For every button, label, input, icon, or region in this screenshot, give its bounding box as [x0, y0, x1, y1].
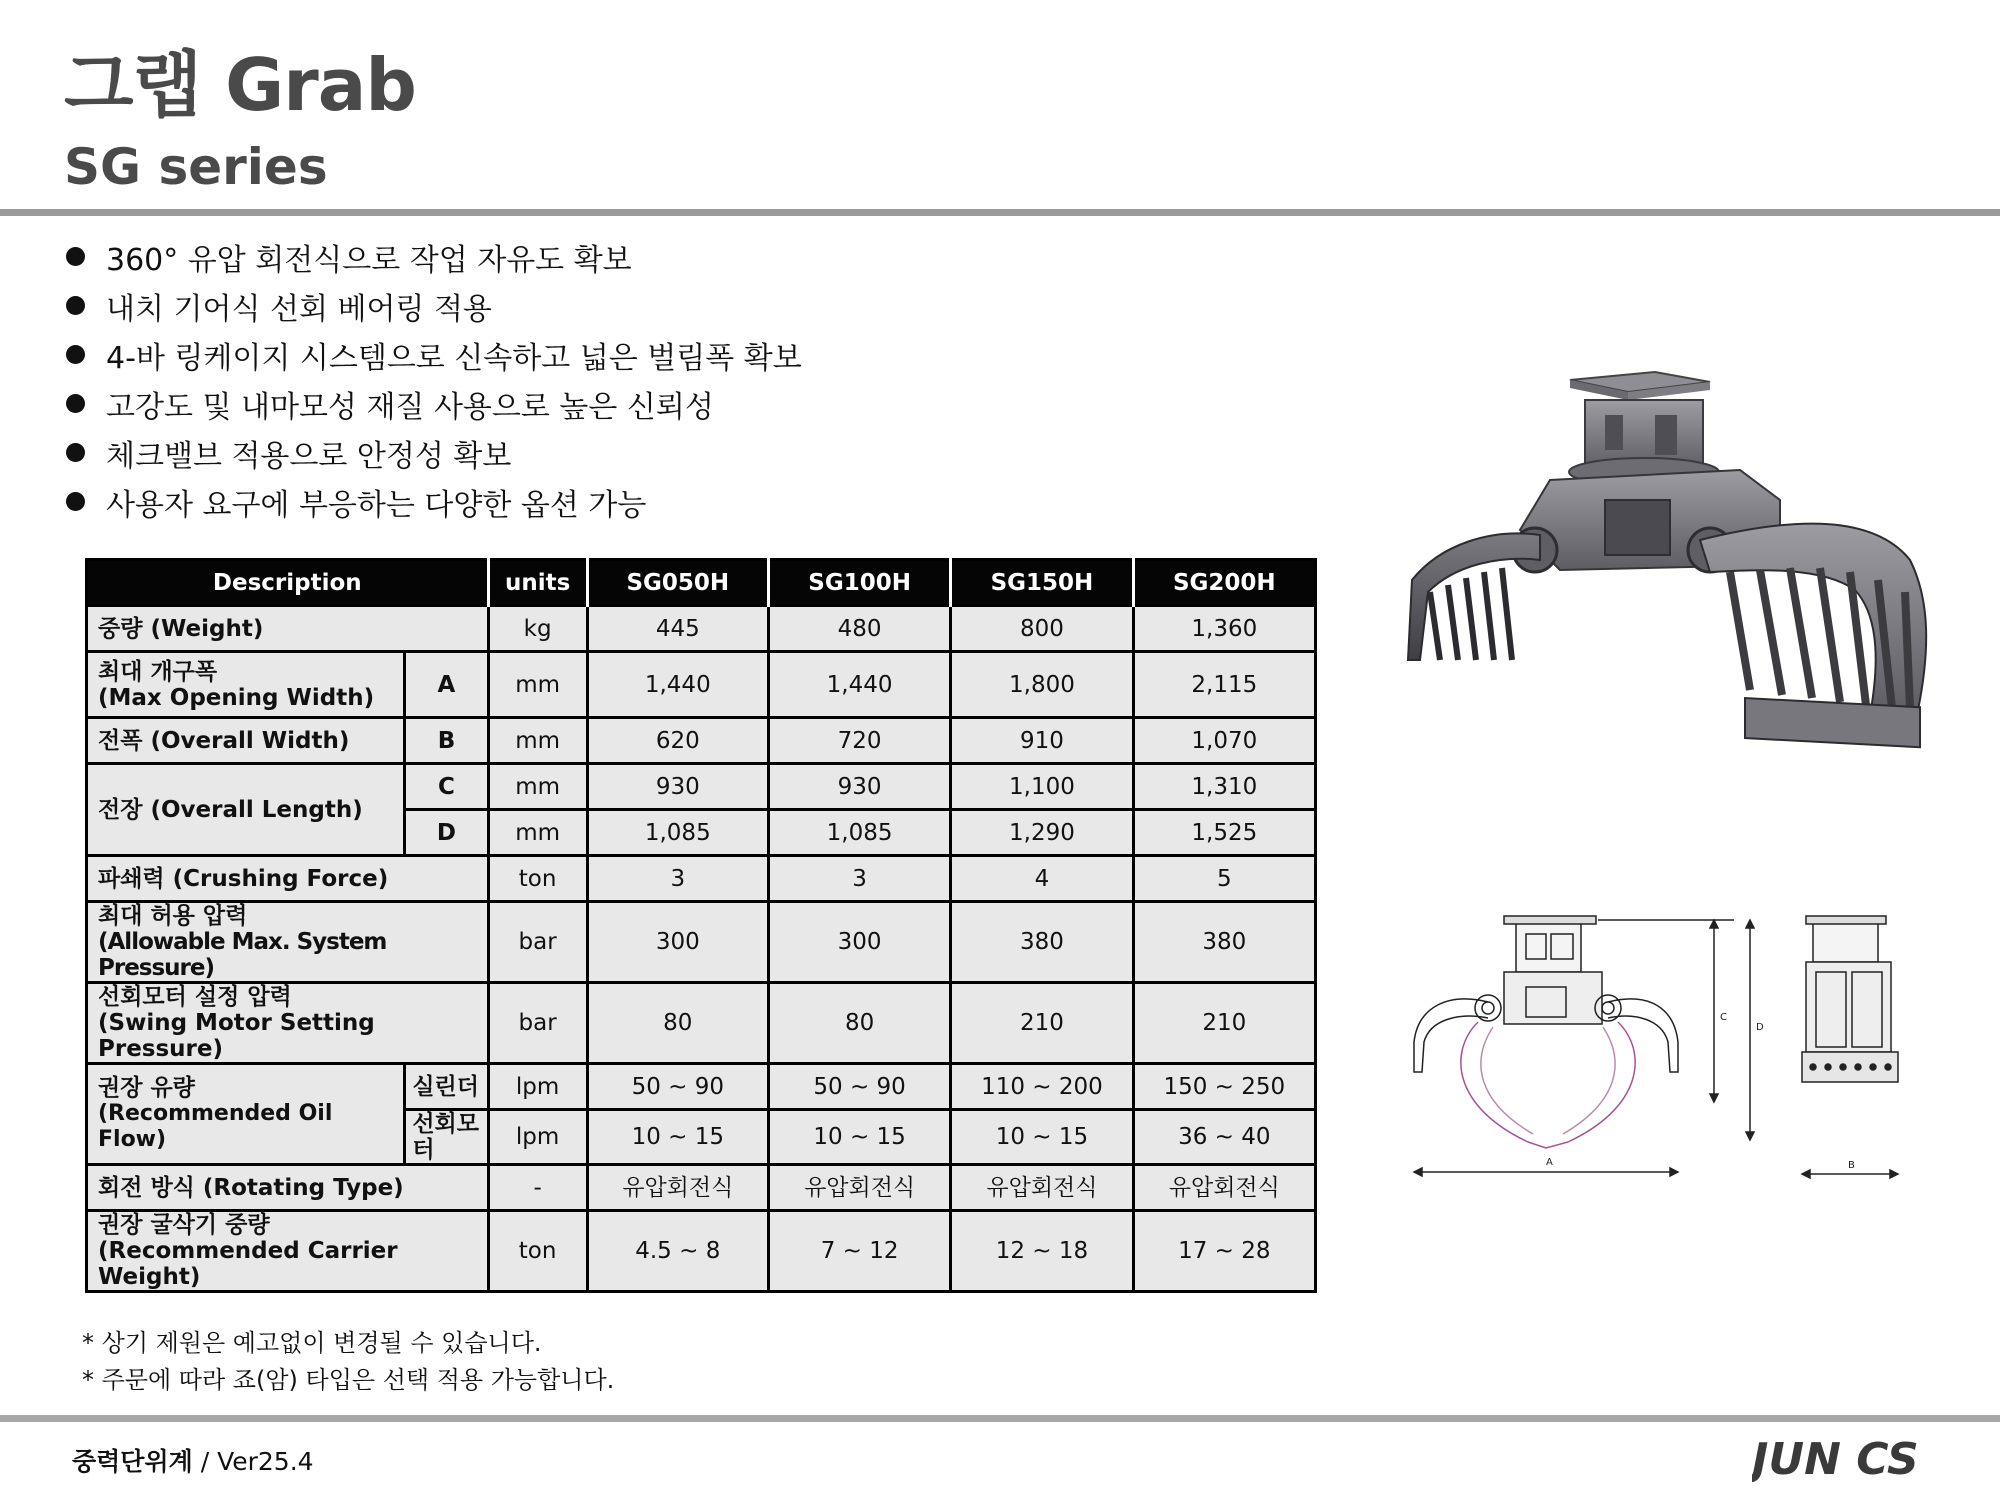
value-cell: 720 [768, 718, 950, 764]
unit-cell: ton [488, 1211, 587, 1292]
row-label-rotating-type: 회전 방식 (Rotating Type) [87, 1165, 489, 1211]
value-cell: 380 [951, 902, 1133, 983]
label-english: (Recommended Oil Flow) [98, 1101, 333, 1152]
table-header-row [87, 560, 1316, 606]
grab-product-photo [1400, 360, 1960, 760]
bullet-icon [66, 443, 85, 462]
value-cell: 유압회전식 [1133, 1165, 1315, 1211]
unit-cell: bar [488, 983, 587, 1064]
feature-text: 360° 유압 회전식으로 작업 자유도 확보 [106, 242, 632, 278]
feature-text: 4-바 링케이지 시스템으로 신속하고 넓은 벌림폭 확보 [106, 340, 802, 376]
label-english: (Max Opening Width) [98, 684, 375, 711]
value-cell: 300 [768, 902, 950, 983]
value-cell: 480 [768, 606, 950, 652]
value-cell: 1,070 [1133, 718, 1315, 764]
feature-text: 체크밸브 적용으로 안정성 확보 [106, 438, 512, 474]
footer-version [72, 1442, 314, 1478]
value-cell: 380 [1133, 902, 1315, 983]
table-row [87, 983, 1316, 1064]
unit-cell: mm [488, 718, 587, 764]
value-cell: 4.5 ~ 8 [587, 1211, 768, 1292]
value-cell: 300 [587, 902, 768, 983]
unit-cell: ton [488, 856, 587, 902]
value-cell: 10 ~ 15 [587, 1110, 768, 1165]
oil-flow-key: 실린더 [405, 1064, 488, 1110]
value-cell: 80 [587, 983, 768, 1064]
footnote: * 상기 제원은 예고없이 변경될 수 있습니다. [82, 1329, 542, 1357]
value-cell: 445 [587, 606, 768, 652]
row-label-oil-flow [87, 1064, 405, 1165]
value-cell: 930 [768, 764, 950, 810]
dimension-drawing [1408, 912, 1980, 1182]
value-cell: 1,085 [587, 810, 768, 856]
page-title: 그랩 Grab [64, 43, 416, 127]
value-cell: 36 ~ 40 [1133, 1110, 1315, 1165]
label-korean: 권장 유량 [98, 1075, 195, 1101]
value-cell: 10 ~ 15 [768, 1110, 950, 1165]
col-header-sg150h: SG150H [951, 560, 1133, 606]
unit-cell: kg [488, 606, 587, 652]
feature-list [66, 232, 802, 526]
col-header-units: units [488, 560, 587, 606]
table-row [87, 902, 1316, 983]
value-cell: 1,310 [1133, 764, 1315, 810]
table-row [87, 1165, 1316, 1211]
bullet-icon [66, 247, 85, 266]
value-cell: 50 ~ 90 [768, 1064, 950, 1110]
bullet-icon [66, 345, 85, 364]
label-korean: 최대 개구폭 [98, 658, 218, 685]
table-row [87, 606, 1316, 652]
unit-cell: lpm [488, 1064, 587, 1110]
row-label-system-pressure [87, 902, 489, 983]
value-cell: 110 ~ 200 [951, 1064, 1133, 1110]
feature-item [66, 379, 802, 428]
dimension-key: A [405, 652, 488, 718]
oil-flow-key: 선회모터 [405, 1110, 488, 1165]
col-header-sg050h: SG050H [587, 560, 768, 606]
col-header-sg100h: SG100H [768, 560, 950, 606]
feature-text: 내치 기어식 선회 베어링 적용 [106, 291, 492, 327]
table-row [87, 1211, 1316, 1292]
feature-item [66, 477, 802, 526]
row-label-max-opening [87, 652, 405, 718]
footnote: * 주문에 따라 죠(암) 타입은 선택 적용 가능합니다. [82, 1366, 615, 1394]
value-cell: 유압회전식 [951, 1165, 1133, 1211]
value-cell: 3 [587, 856, 768, 902]
value-cell: 210 [951, 983, 1133, 1064]
page-subtitle: SG series [64, 138, 328, 196]
dimension-key: D [405, 810, 488, 856]
footnotes [82, 1325, 614, 1399]
row-label-weight: 중량 (Weight) [87, 606, 489, 652]
value-cell: 150 ~ 250 [1133, 1064, 1315, 1110]
table-row [87, 1064, 1316, 1110]
value-cell: 5 [1133, 856, 1315, 902]
value-cell: 3 [768, 856, 950, 902]
value-cell: 1,440 [768, 652, 950, 718]
value-cell: 620 [587, 718, 768, 764]
dimension-label-b: B [1848, 1160, 1855, 1171]
value-cell: 50 ~ 90 [587, 1064, 768, 1110]
value-cell: 800 [951, 606, 1133, 652]
bullet-icon [66, 296, 85, 315]
unit-cell: mm [488, 810, 587, 856]
value-cell: 1,360 [1133, 606, 1315, 652]
value-cell: 80 [768, 983, 950, 1064]
spec-table [85, 558, 1317, 1293]
value-cell: 4 [951, 856, 1133, 902]
value-cell: 1,440 [587, 652, 768, 718]
row-label-overall-width: 전폭 (Overall Width) [87, 718, 405, 764]
feature-item [66, 428, 802, 477]
dimension-key: C [405, 764, 488, 810]
row-label-crushing-force: 파쇄력 (Crushing Force) [87, 856, 489, 902]
value-cell: 910 [951, 718, 1133, 764]
value-cell: 17 ~ 28 [1133, 1211, 1315, 1292]
row-label-swing-motor-pressure [87, 983, 489, 1064]
unit-cell: mm [488, 652, 587, 718]
row-label-overall-length: 전장 (Overall Length) [87, 764, 405, 856]
footer-divider [0, 1415, 2000, 1422]
feature-item [66, 330, 802, 379]
footer-version-text: / Ver25.4 [192, 1447, 314, 1476]
col-header-description: Description [87, 560, 489, 606]
value-cell: 1,800 [951, 652, 1133, 718]
table-row [87, 764, 1316, 810]
unit-cell: bar [488, 902, 587, 983]
feature-item [66, 232, 802, 281]
label-korean: 선회모터 설정 압력 [98, 984, 292, 1010]
value-cell: 930 [587, 764, 768, 810]
label-english: (Recommended Carrier Weight) [98, 1238, 398, 1290]
table-row [87, 856, 1316, 902]
value-cell: 2,115 [1133, 652, 1315, 718]
brand-logo-text: JUN CS [1752, 1434, 1919, 1482]
dimension-key: B [405, 718, 488, 764]
value-cell: 1,525 [1133, 810, 1315, 856]
value-cell: 10 ~ 15 [951, 1110, 1133, 1165]
bullet-icon [66, 492, 85, 511]
header-divider [0, 209, 2000, 216]
table-row [87, 652, 1316, 718]
value-cell: 12 ~ 18 [951, 1211, 1133, 1292]
table-row [87, 718, 1316, 764]
label-korean: 최대 허용 압력 [98, 903, 248, 929]
label-korean: 권장 굴삭기 중량 [98, 1212, 270, 1238]
unit-cell: - [488, 1165, 587, 1211]
value-cell: 유압회전식 [768, 1165, 950, 1211]
footer-category: 중력단위계 [72, 1447, 193, 1476]
value-cell: 7 ~ 12 [768, 1211, 950, 1292]
brand-logo [1752, 1432, 1962, 1482]
label-english: (Allowable Max. System Pressure) [98, 929, 387, 981]
feature-text: 사용자 요구에 부응하는 다양한 옵션 가능 [106, 487, 647, 523]
label-english: (Swing Motor Setting Pressure) [98, 1010, 375, 1062]
row-label-carrier-weight [87, 1211, 489, 1292]
value-cell: 210 [1133, 983, 1315, 1064]
unit-cell: lpm [488, 1110, 587, 1165]
value-cell: 유압회전식 [587, 1165, 768, 1211]
dimension-label-c: C [1720, 1012, 1727, 1023]
dimension-label-d: D [1756, 1022, 1764, 1033]
value-cell: 1,085 [768, 810, 950, 856]
value-cell: 1,100 [951, 764, 1133, 810]
unit-cell: mm [488, 764, 587, 810]
col-header-sg200h: SG200H [1133, 560, 1315, 606]
feature-text: 고강도 및 내마모성 재질 사용으로 높은 신뢰성 [106, 389, 714, 425]
dimension-label-a: A [1546, 1157, 1553, 1168]
feature-item [66, 281, 802, 330]
value-cell: 1,290 [951, 810, 1133, 856]
bullet-icon [66, 394, 85, 413]
